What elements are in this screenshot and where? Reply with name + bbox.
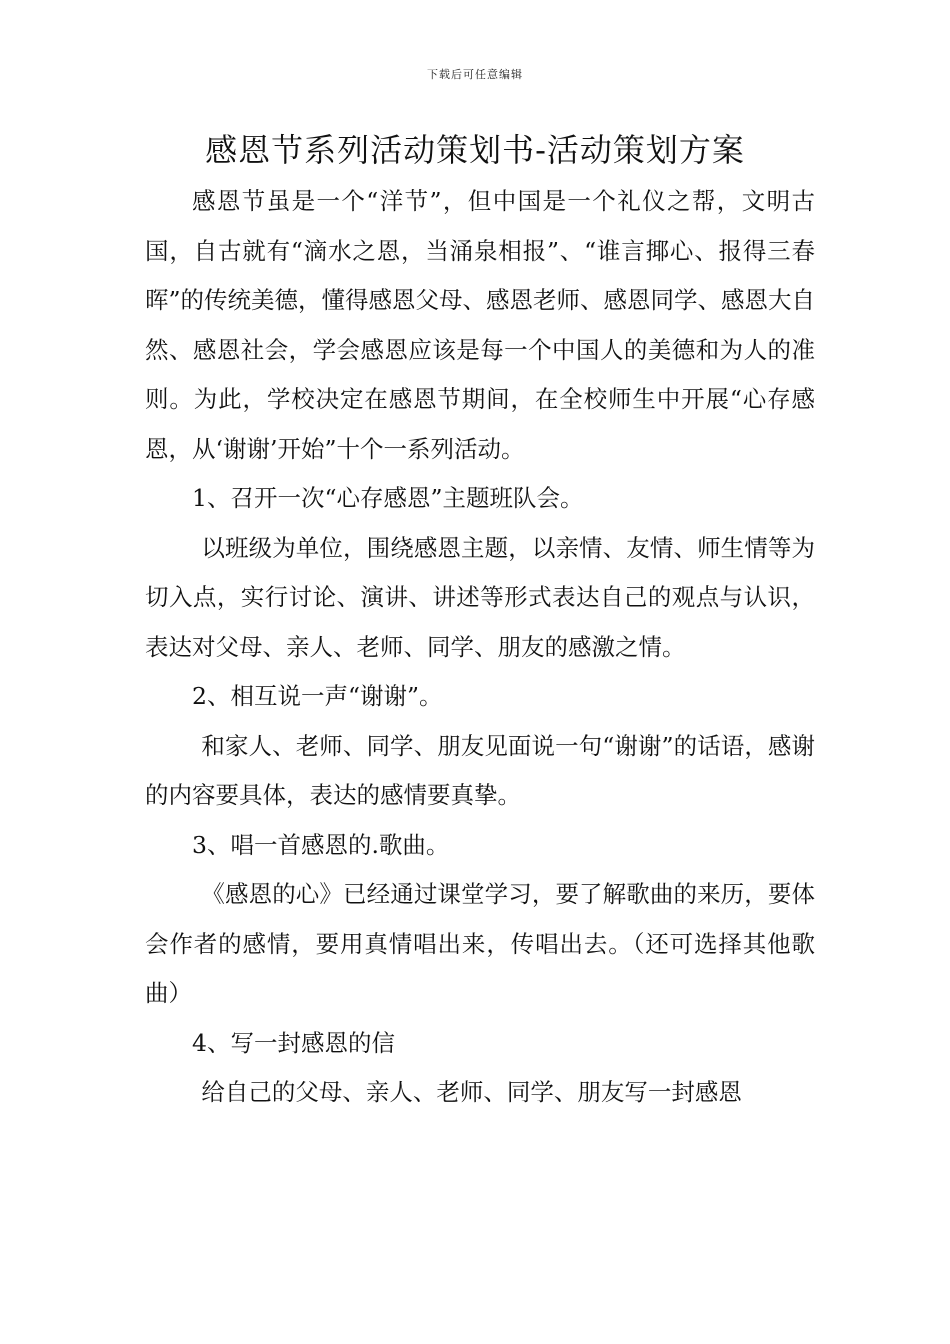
activity-detail-2: 和家人、老师、同学、朋友见面说一句“谢谢”的话语，感谢的内容要具体，表达的感情要真挚。 [145,731,815,809]
header-note: 下载后可任意编辑 [427,68,523,81]
activity-item-1: 1、召开一次“心存感恩”主题班队会。 [192,484,584,512]
activity-item-3: 3、唱一首感恩的.歌曲。 [192,830,450,859]
activity-item-4: 4、写一封感恩的信 [192,1028,395,1057]
document-body [145,177,815,1118]
activity-detail-1: 以班级为单位，围绕感恩主题，以亲情、友情、师生情等为切入点，实行讨论、演讲、讲述等形式表达自己的观点与认识，表达对父母、亲人、老师、同学、朋友的感激之情。 [145,533,815,661]
activity-detail-3: 《感恩的心》已经通过课堂学习，要了解歌曲的来历，要体会作者的感情，要用真情唱出来，传唱出去。（还可选择其他歌曲） [145,880,815,1007]
intro-paragraph: 感恩节虽是一个“洋节”，但中国是一个礼仪之帮，文明古国，自古就有“滴水之恩，当涌泉相报”、“谁言揶心、报得三春晖”的传统美德，懂得感恩父母、感恩老师、感恩同学、感恩大自然、感恩社会，学会感恩应该是每一个中国人的美德和为人的准则。为此，学校决定在感恩节期间，在全校师生中开展“心存感恩，从‘谢谢’开始”十个一系列活动。 [145,187,816,463]
document-title: 感恩节系列活动策划书-活动策划方案 [205,131,745,169]
activity-detail-4: 给自己的父母、亲人、老师、同学、朋友写一封感恩 [201,1078,742,1106]
activity-item-2: 2、相互说一声“谢谢”。 [192,682,443,710]
